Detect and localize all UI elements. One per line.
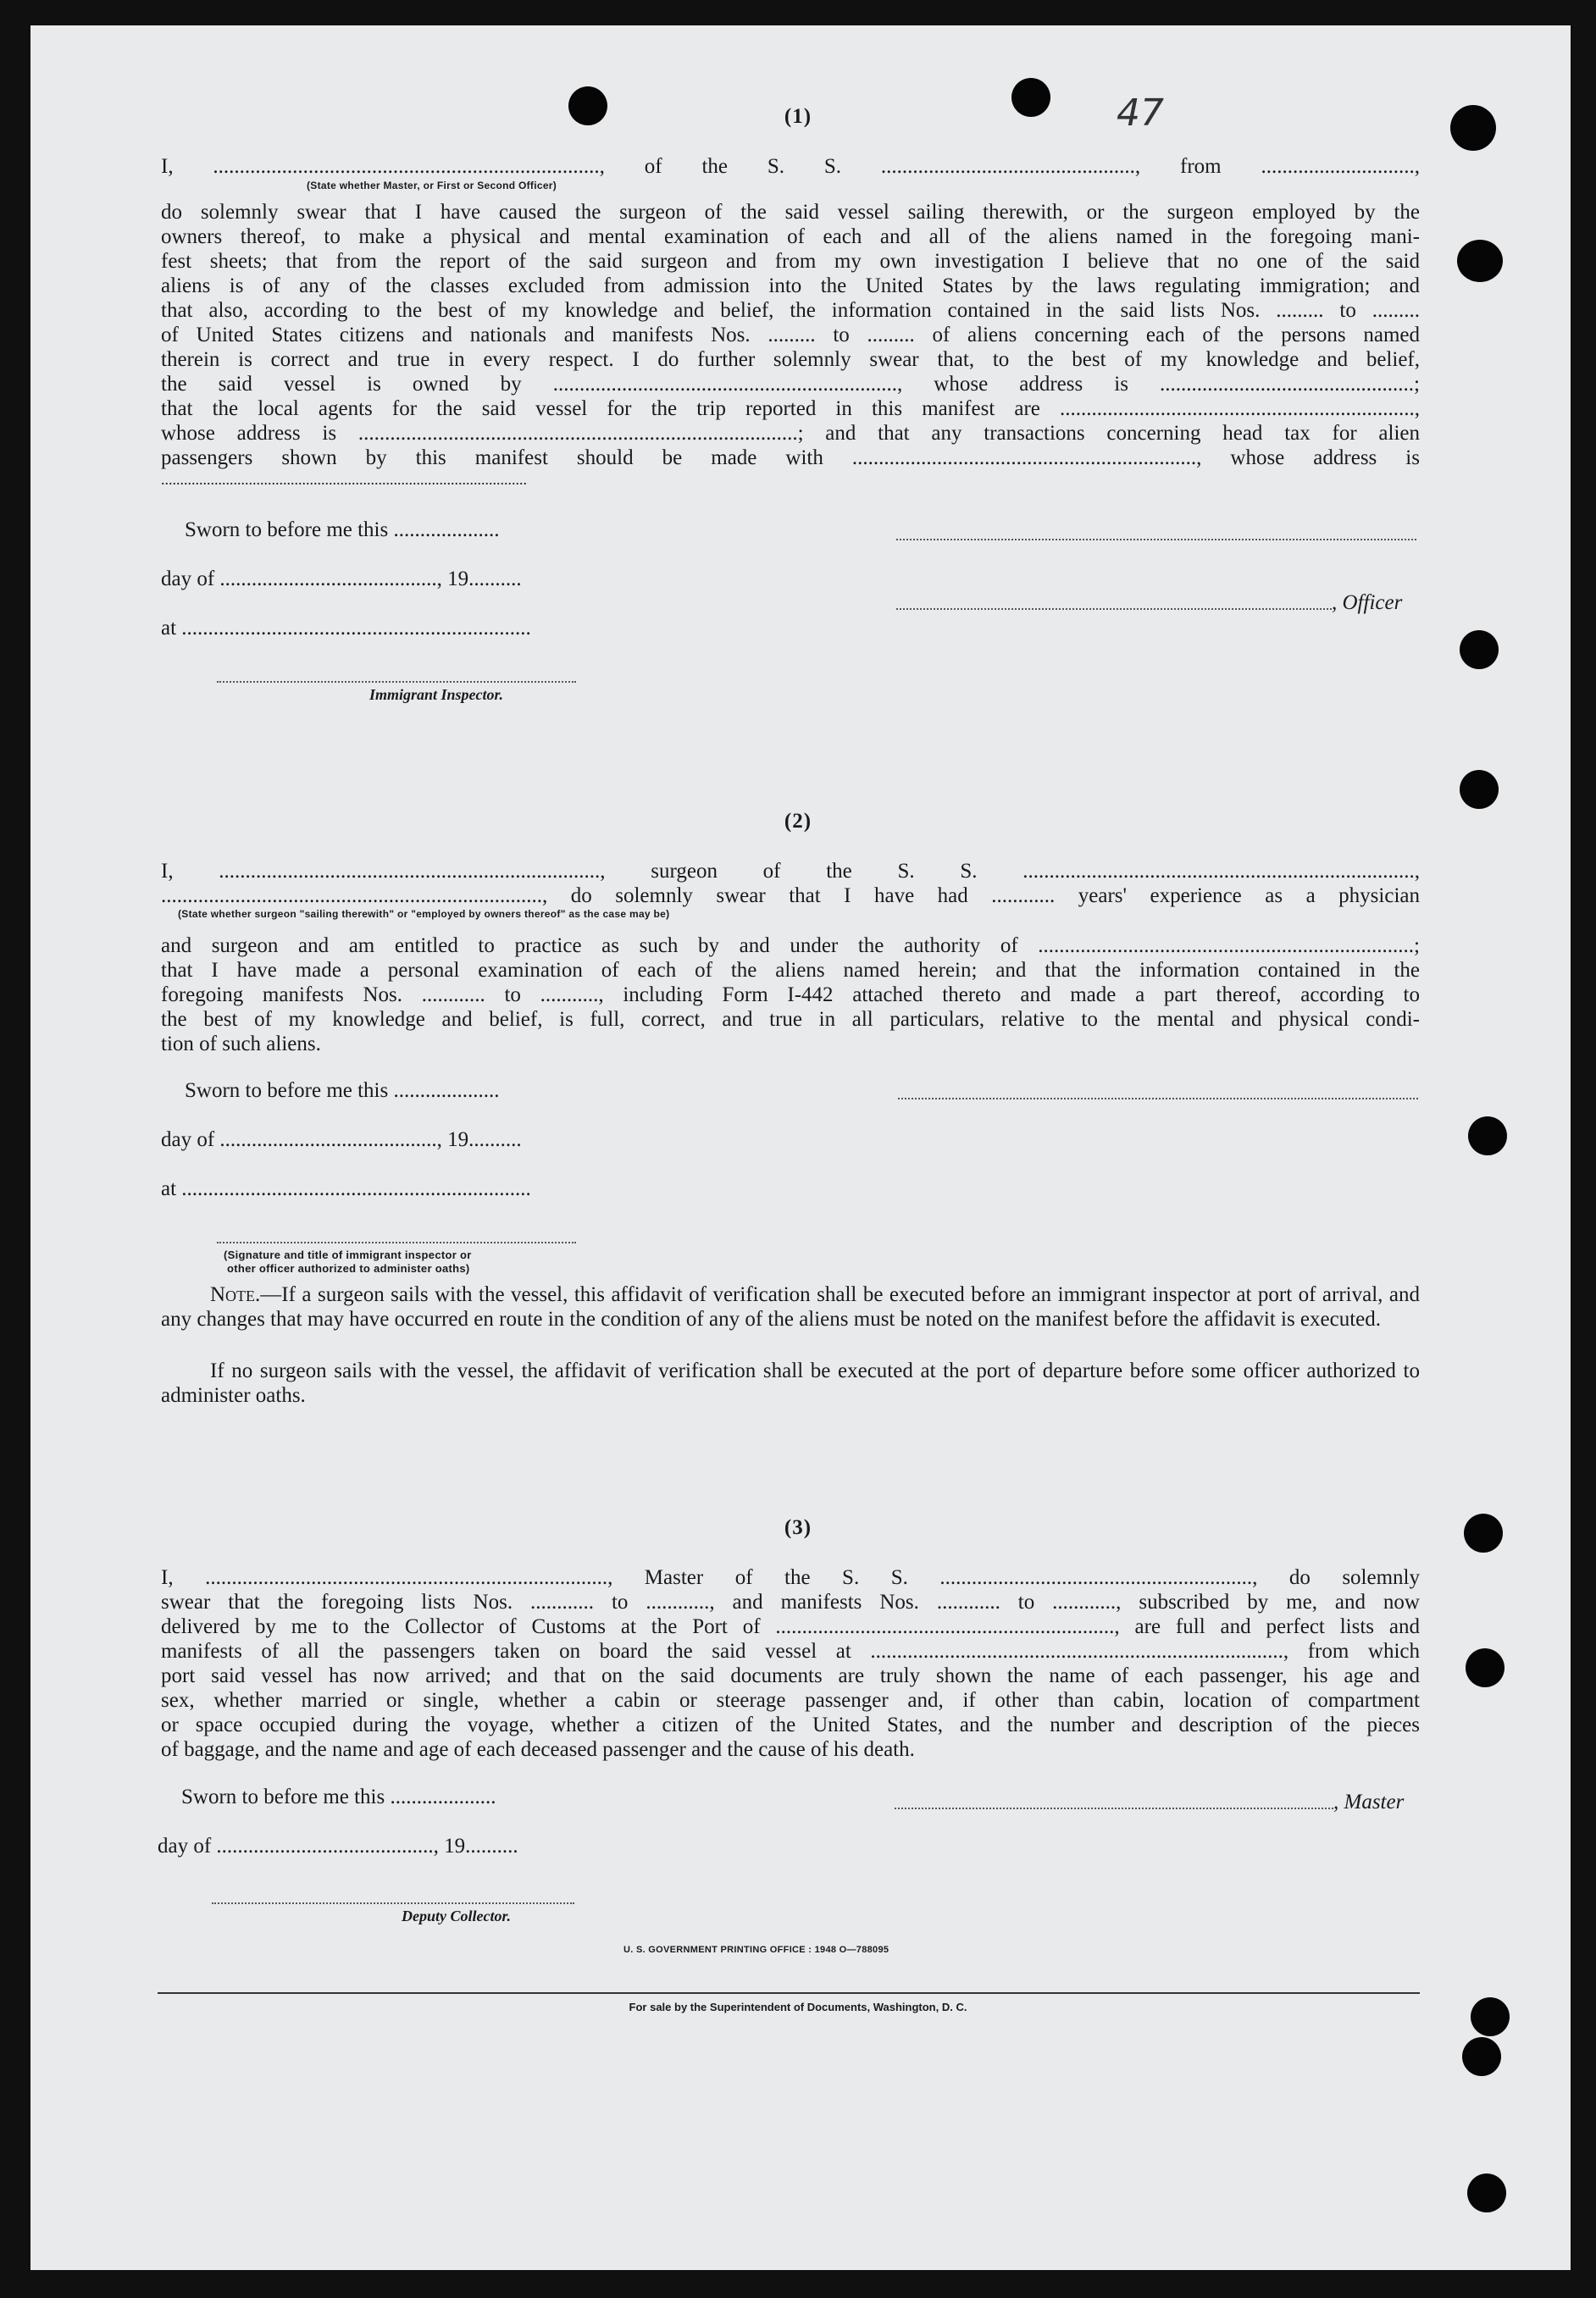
handwritten-page-number: 47	[1117, 91, 1164, 135]
s3-line: sex, whether married or single, whether a cabin or steerage passenger and, if other than cabin, location of compartment	[161, 1689, 1420, 1712]
s3-line: delivered by me to the Collector of Customs at the Port of ................................................................, are full and perfect lists and	[161, 1615, 1420, 1638]
s3-line: I, ............................................................................, Master of the S. S. ..........................................................., do solemnly	[161, 1566, 1420, 1589]
s2-line: foregoing manifests Nos. ............ to ..........., including Form I-442 attached thereto and made a part thereof, according to	[161, 983, 1420, 1006]
s3-sworn: Sworn to before me this ....................	[181, 1786, 496, 1808]
s2-line: ........................................................................, do solemnly swear that I have had ............ years' experience as a physician	[161, 884, 1420, 907]
s2-line: and surgeon and am entitled to practice as such by and under the authority of .......................................................................;	[161, 934, 1420, 957]
s1-line: aliens is of any of the classes excluded from admission into the United States by the laws regulating immigration; and	[161, 274, 1420, 297]
s1-line: fest sheets; that from the report of the said surgeon and from my own investigation I believe that no one of the said	[161, 250, 1420, 273]
s3-collector-signature-line	[212, 1902, 574, 1904]
section1-heading: (1)	[784, 105, 812, 128]
s1-line: that the local agents for the said vessel for the trip reported in this manifest are ...................................................................,	[161, 397, 1420, 420]
punch-hole	[1468, 1116, 1507, 1155]
s3-line: swear that the foregoing lists Nos. ............ to ............, and manifests Nos. ............ to ............, subscribed by me, and now	[161, 1591, 1420, 1614]
s3-collector-caption: Deputy Collector.	[402, 1908, 511, 1924]
footer-rule	[158, 1992, 1420, 1994]
s3-master-label: , Master	[1333, 1791, 1405, 1813]
printing-office: U. S. GOVERNMENT PRINTING OFFICE : 1948 O—788095	[623, 1945, 889, 1955]
s2-at: at ..................................................................	[161, 1177, 531, 1200]
s3-line: or space occupied during the voyage, whether a citizen of the United States, and the number and description of the pieces	[161, 1714, 1420, 1736]
section3-heading: (3)	[784, 1516, 812, 1539]
s1-line: that also, according to the best of my knowledge and belief, the information contained in the said lists Nos. ......... to .........	[161, 299, 1420, 322]
note-text-1: —If a surgeon sails with the vessel, this affidavit of verification shall be executed before an immigrant inspector at port of arrival, and any changes that may have occurred en route in the condition of any of the aliens must be noted on the manifest before the affidavit is executed.	[161, 1283, 1420, 1332]
s1-officer-signature-line-1	[896, 539, 1416, 540]
role-note: (State whether Master, or First or Second Officer)	[307, 180, 557, 191]
s1-inspector-caption: Immigrant Inspector.	[369, 686, 504, 703]
s3-line: port said vessel has now arrived; and that on the said documents are truly shown the name of each passenger, his age and	[161, 1664, 1420, 1687]
s1-line: of United States citizens and nationals and manifests Nos. ......... to ......... of aliens concerning each of the persons named	[161, 324, 1420, 346]
s1-line: the said vessel is owned by ................................................................., whose address is ................................................;	[161, 373, 1420, 396]
s1-officer-signature-line-2	[896, 608, 1332, 610]
s3-line: manifests of all the passengers taken on board the said vessel at .............................................................................., from which	[161, 1640, 1420, 1663]
s3-master-signature-line	[895, 1808, 1333, 1809]
s2-line: that I have made a personal examination of each of the aliens named herein; and that the information contained in the	[161, 959, 1420, 982]
s3-day-of: day of ........................................., 19..........	[158, 1835, 518, 1858]
punch-hole	[1460, 630, 1499, 669]
s1-line: therein is correct and true in every respect. I do further solemnly swear that, to the best of my knowledge and belief,	[161, 348, 1420, 371]
s1-sworn: Sworn to before me this ....................	[185, 518, 500, 541]
s1-line: whose address is ...................................................................................; and that any transactions concerning head tax for alien	[161, 422, 1420, 445]
punch-hole	[1460, 770, 1499, 809]
punch-hole	[1457, 240, 1503, 282]
s2-line: tion of such aliens.	[161, 1033, 321, 1055]
s2-surgeon-signature-line	[898, 1098, 1418, 1099]
s3-line: of baggage, and the name and age of each deceased passenger and the cause of his death.	[161, 1738, 915, 1761]
s2-inspector-signature-line	[217, 1242, 576, 1243]
surgeon-note: (State whether surgeon "sailing therewith" or "employed by owners thereof" as the case may be)	[178, 908, 670, 920]
s1-inspector-signature-line	[217, 681, 576, 683]
punch-hole	[1466, 1648, 1505, 1687]
s2-sworn: Sworn to before me this ....................	[185, 1079, 500, 1102]
s2-day-of: day of ........................................., 19..........	[161, 1128, 522, 1151]
s2-sig-note-1: (Signature and title of immigrant inspector or	[224, 1249, 472, 1261]
s2-line: the best of my knowledge and belief, is full, correct, and true in all particulars, relative to the mental and physical condi-	[161, 1008, 1420, 1031]
s1-at: at ..................................................................	[161, 617, 531, 640]
s2-line: I, ........................................................................, surgeon of the S. S. ..........................................................................,	[161, 860, 1420, 883]
s1-line: do solemnly swear that I have caused the surgeon of the said vessel sailing therewith, or the surgeon employed by the	[161, 201, 1420, 224]
s2-sig-note-2: other officer authorized to administer oaths)	[227, 1262, 470, 1275]
s1-line: ................................................................................................	[161, 471, 527, 488]
punch-hole	[1462, 2037, 1501, 2076]
s2-note-2: If no surgeon sails with the vessel, the affidavit of verification shall be executed at the port of departure before some officer authorized to administer oaths.	[161, 1359, 1420, 1408]
s1-day-of: day of ........................................., 19..........	[161, 568, 522, 590]
s2-note-1	[161, 1282, 1420, 1332]
s1-line: owners thereof, to make a physical and mental examination of each and all of the aliens named in the foregoing mani-	[161, 225, 1420, 248]
s1-line: I, ........................................................................., of the S. S. ................................................, from .............................,	[161, 155, 1420, 178]
s1-officer-label: , Officer	[1332, 591, 1403, 614]
note-label: Note.	[210, 1283, 261, 1306]
section2-heading: (2)	[784, 810, 812, 833]
punch-hole	[1467, 2173, 1506, 2212]
s1-line: passengers shown by this manifest should be made with ................................................................., whose address is	[161, 446, 1420, 469]
footer-text: For sale by the Superintendent of Documents, Washington, D. C.	[629, 2001, 967, 2013]
